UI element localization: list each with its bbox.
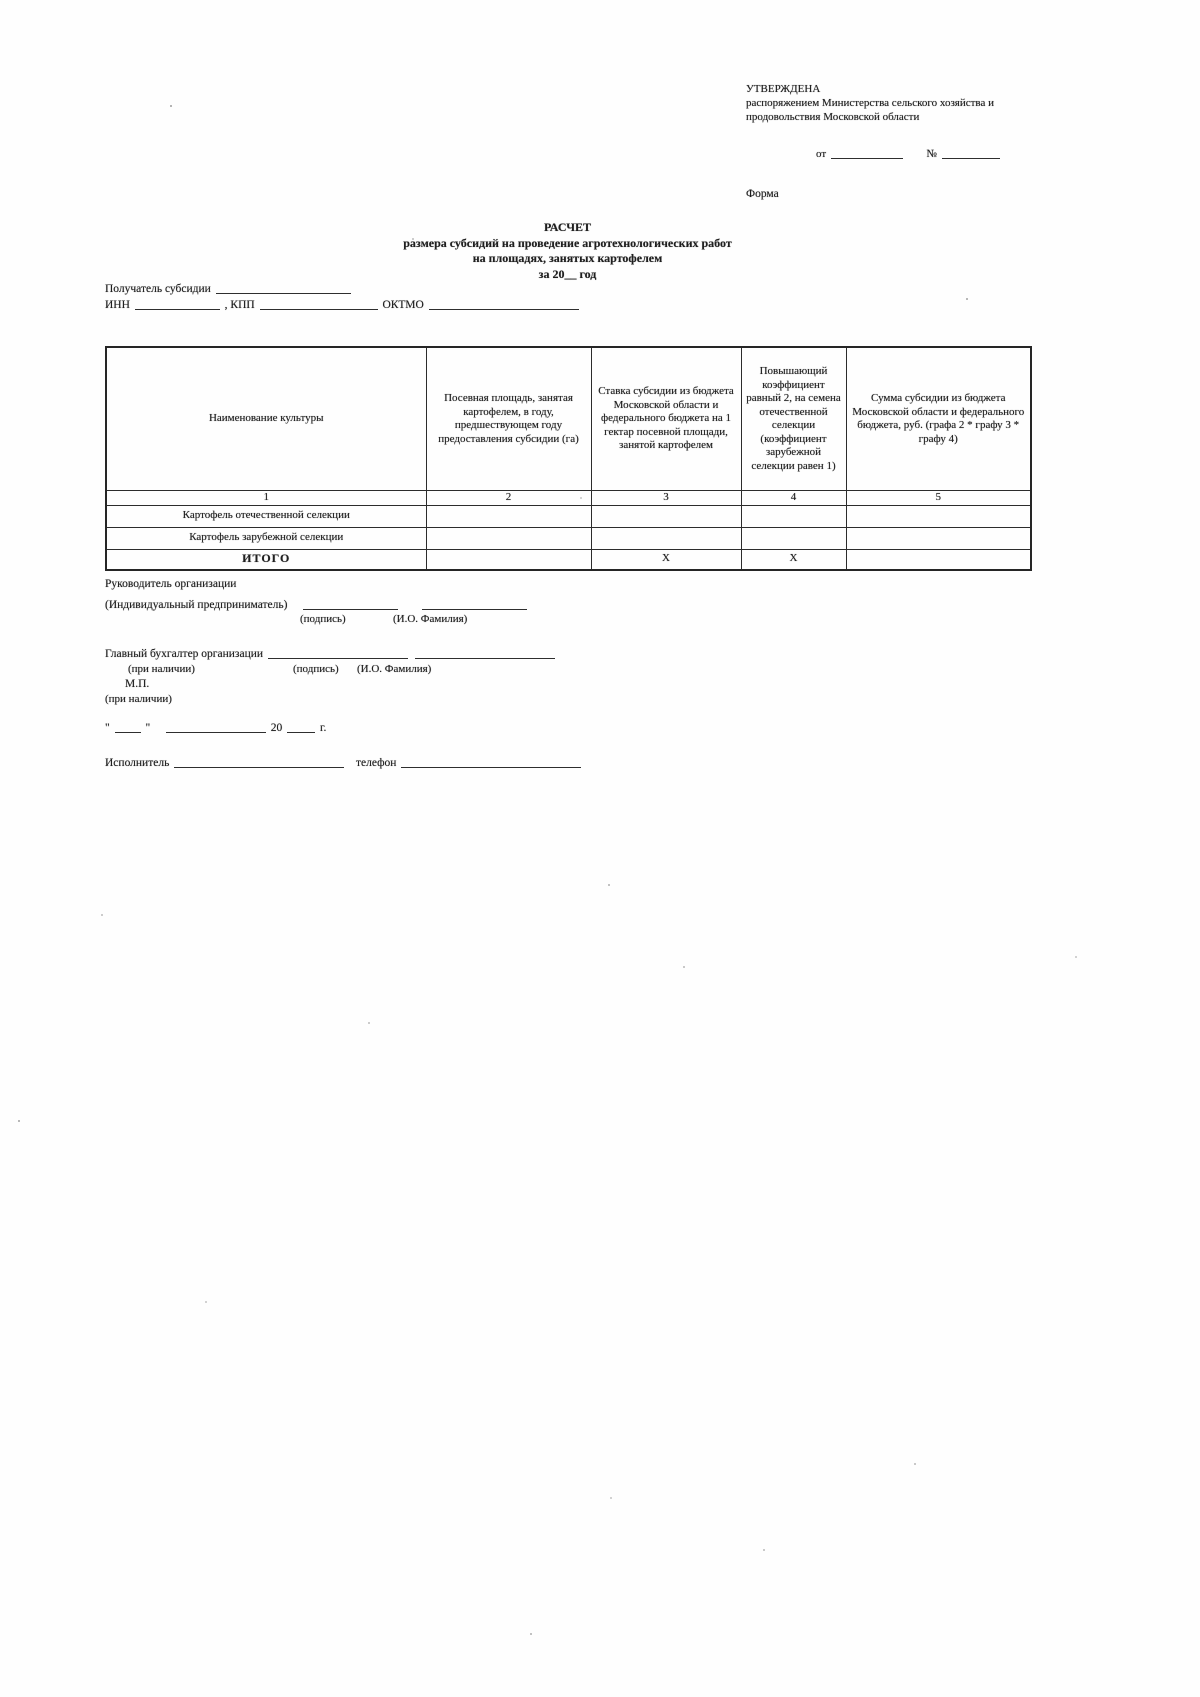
header-cell-rate: Ставка субсидии из бюджета Московской области и федерального бюджета на 1 гектар посевной площади, занятой картофелем [591, 347, 741, 491]
total-row [106, 549, 1031, 570]
column-number: 1 [106, 491, 426, 506]
executor-blank [174, 755, 344, 768]
column-number: 2 [426, 491, 591, 506]
x-mark-cell: X [741, 549, 846, 570]
oktmo-label: ОКТМО [382, 299, 424, 311]
header-cell-culture: Наименование культуры [106, 347, 426, 491]
row-label-cell: Картофель отечественной селекции [106, 505, 426, 527]
approval-block [746, 82, 1046, 124]
column-number: 4 [741, 491, 846, 506]
header-cell-coefficient: Повышающий коэффициент равный 2, на семена отечественной селекции (коэффициент зарубежной селекции равен 1) [741, 347, 846, 491]
value-cell [846, 527, 1031, 549]
approval-line-1: распоряжением Министерства сельского хозяйства и [746, 97, 994, 109]
table-header-row [106, 347, 1031, 491]
value-cell [846, 549, 1031, 570]
value-cell [591, 527, 741, 549]
accountant-name-blank [415, 646, 555, 659]
scan-noise [0, 0, 2, 2]
director-label-line1: Руководитель организации [105, 578, 237, 590]
title-line-1: РАСЧЕТ [543, 220, 592, 234]
close-quote: " [145, 722, 151, 734]
row-label-cell: Картофель зарубежной селекции [106, 527, 426, 549]
value-cell [591, 505, 741, 527]
approval-line-2: продовольствия Московской области [746, 111, 920, 123]
form-label: Форма [746, 188, 779, 200]
number-blank-line [942, 146, 1000, 159]
approval-title: УТВЕРЖДЕНА [746, 83, 821, 95]
codes-line [105, 297, 581, 311]
executor-line [105, 755, 583, 769]
title-line-3: на площадях, занятых картофелем [472, 251, 663, 265]
from-label: от [816, 148, 827, 160]
column-number: 5 [846, 491, 1031, 506]
inn-label: ИНН [105, 299, 130, 311]
signature-caption: (подпись) [300, 613, 346, 625]
inn-blank-line [135, 297, 220, 310]
value-cell [426, 527, 591, 549]
recipient-label: Получатель субсидии [105, 283, 211, 295]
table-row-domestic [106, 505, 1031, 527]
stamp-if-present-note: (при наличии) [105, 693, 172, 705]
stamp-label: М.П. [125, 678, 150, 690]
recipient-line [105, 281, 353, 295]
document-title [105, 220, 1030, 282]
header-cell-sum: Сумма субсидии из бюджета Московской области и федерального бюджета, руб. (графа 2 * графу 3 * графу 4) [846, 347, 1031, 491]
year-blank [287, 720, 315, 733]
value-cell [426, 505, 591, 527]
value-cell [846, 505, 1031, 527]
table-row-foreign [106, 527, 1031, 549]
kpp-label: , КПП [224, 299, 255, 311]
date-blank-line [831, 146, 903, 159]
header-cell-area: Посевная площадь, занятая картофелем, в году, предшествующем году предоставления субсидии (га) [426, 347, 591, 491]
day-blank [115, 720, 141, 733]
month-blank [166, 720, 266, 733]
year-prefix: 20 [270, 722, 283, 734]
date-line [105, 720, 326, 734]
accountant-label: Главный бухгалтер организации [105, 648, 264, 660]
value-cell [741, 527, 846, 549]
value-cell [426, 549, 591, 570]
phone-label: телефон [355, 757, 397, 769]
accountant-signature-line [105, 646, 557, 660]
value-cell [741, 505, 846, 527]
oktmo-blank-line [429, 297, 579, 310]
column-number-row [106, 491, 1031, 506]
subsidy-calculation-table [105, 346, 1032, 571]
director-label-line2: (Индивидуальный предприниматель) [105, 599, 288, 611]
number-label: № [926, 148, 937, 160]
title-line-4: за 20__ год [538, 266, 597, 281]
name-caption: (И.О. Фамилия) [357, 663, 432, 675]
column-number: 3 [591, 491, 741, 506]
open-quote: " [105, 722, 110, 734]
if-present-note: (при наличии) [128, 663, 195, 675]
director-signature-blank [303, 597, 398, 610]
kpp-blank-line [260, 297, 378, 310]
phone-blank [401, 755, 581, 768]
name-caption: (И.О. Фамилия) [393, 613, 468, 625]
total-label-cell: ИТОГО [106, 549, 426, 570]
director-signature-line [105, 597, 529, 611]
signature-caption: (подпись) [293, 663, 339, 675]
year-suffix: г. [320, 722, 327, 734]
recipient-blank-line [216, 281, 351, 294]
accountant-signature-blank [268, 646, 408, 659]
title-line-2: размера субсидий на проведение агротехнологических работ [403, 235, 732, 250]
x-mark-cell: X [591, 549, 741, 570]
director-name-blank [422, 597, 527, 610]
executor-label: Исполнитель [105, 757, 170, 769]
order-date-number-line [816, 146, 1002, 160]
